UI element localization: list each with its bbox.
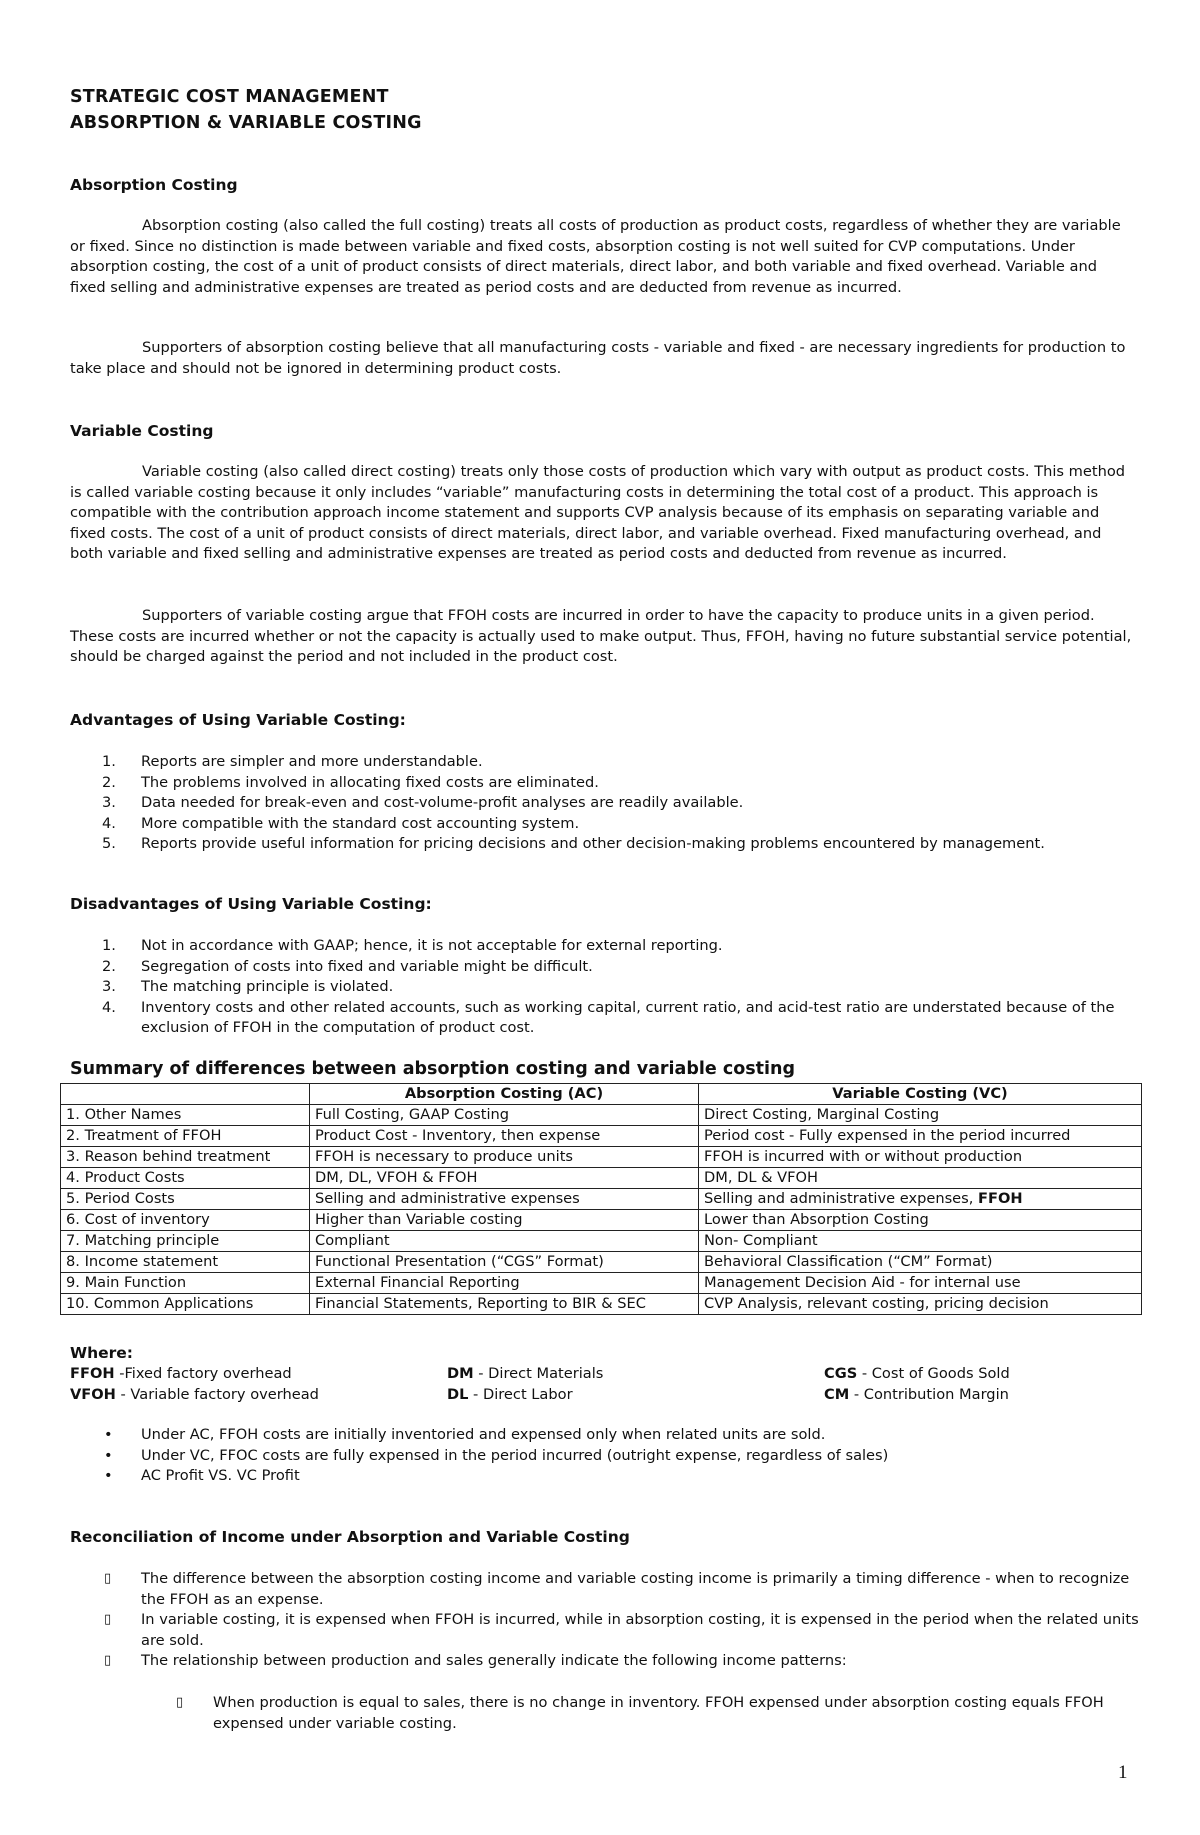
reconciliation-list [70, 1569, 1140, 1672]
row-label: 10. Common Applications [61, 1294, 310, 1315]
ac-cell: External Financial Reporting [310, 1273, 699, 1294]
list-item [70, 814, 1140, 835]
row-label: 1. Other Names [61, 1105, 310, 1126]
table-row [61, 1273, 1142, 1294]
list-number: 4. [102, 998, 116, 1016]
abbreviation-term: CGS [824, 1365, 858, 1382]
list-item [70, 1610, 1140, 1651]
header-cell-empty [61, 1084, 310, 1105]
abbreviation-definition: -Fixed factory overhead [114, 1365, 292, 1382]
variable-costing-heading: Variable Costing [70, 422, 214, 440]
ac-cell: Selling and administrative expenses [310, 1189, 699, 1210]
list-item-text: Inventory costs and other related accounts, such as working capital, current ratio, and acid-test ratio are understated because of the exclusion of FFOH in the computation of product cost. [141, 998, 1115, 1037]
document-title [70, 84, 422, 136]
table-row [61, 1210, 1142, 1231]
vc-cell: Behavioral Classification (“CM” Format) [699, 1252, 1142, 1273]
list-item-text: More compatible with the standard cost accounting system. [141, 814, 580, 832]
list-number: 2. [102, 773, 116, 791]
list-item [70, 752, 1140, 773]
vc-cell: Lower than Absorption Costing [699, 1210, 1142, 1231]
summary-table [60, 1083, 1142, 1315]
row-label: 4. Product Costs [61, 1168, 310, 1189]
list-item-text: The problems involved in allocating fixed costs are eliminated. [141, 773, 599, 791]
row-label: 3. Reason behind treatment [61, 1147, 310, 1168]
abbreviation-cgs [824, 1364, 1010, 1385]
abbreviation-dl [447, 1385, 573, 1406]
bullet-icon: • [104, 1467, 113, 1485]
list-item [70, 957, 1140, 978]
square-bullet-icon: ▯ [104, 1571, 112, 1586]
abbreviation-term: VFOH [70, 1386, 116, 1403]
square-bullet-icon: ▯ [176, 1695, 184, 1710]
reconciliation-sub-list [142, 1693, 1142, 1734]
abbreviation-definition: - Cost of Goods Sold [857, 1365, 1010, 1382]
abbreviation-term: FFOH [70, 1365, 115, 1382]
variable-paragraph-1: Variable costing (also called direct costing) treats only those costs of production which vary with output as product costs. This method is called variable costing because it only includes “variable” manufacturing costs in determining the total cost of a product. This approach is compatible with the contribution approach income statement and supports CVP analysis because of its emphasis on separating variable and fixed costs. The cost of a unit of product consists of direct materials, direct labor, and variable overhead. Fixed manufacturing overhead, and both variable and fixed selling and administrative expenses are treated as period costs and deducted from revenue as incurred. [70, 463, 1126, 563]
list-item [70, 998, 1140, 1039]
ac-vc-bullet-list [70, 1425, 1140, 1487]
list-item [70, 793, 1140, 814]
where-heading: Where: [70, 1344, 133, 1362]
list-item-text: When production is equal to sales, there is no change in inventory. FFOH expensed under absorption costing equals FFOH expensed under variable costing. [213, 1694, 1104, 1732]
list-number: 1. [102, 937, 116, 954]
list-number: 1. [102, 753, 116, 770]
table-row [61, 1252, 1142, 1273]
list-item [70, 773, 1140, 794]
list-item-text: Under AC, FFOH costs are initially inventoried and expensed only when related units are sold. [141, 1426, 826, 1443]
abbreviation-definition: - Contribution Margin [849, 1386, 1009, 1403]
abbreviation-dm [447, 1364, 603, 1385]
bullet-icon: • [104, 1426, 113, 1443]
list-number: 2. [102, 957, 116, 975]
variable-paragraph-2: Supporters of variable costing argue that FFOH costs are incurred in order to have the capacity to produce units in a given period. These costs are incurred whether or not the capacity is actually used to make output. Thus, FFOH, having no future substantial service potential, should be charged against the period and not included in the product cost. [70, 607, 1132, 666]
abbreviation-cm [824, 1385, 1009, 1406]
ac-cell: Financial Statements, Reporting to BIR & SEC [310, 1294, 699, 1315]
vc-cell: Direct Costing, Marginal Costing [699, 1105, 1142, 1126]
list-item [70, 1569, 1140, 1610]
row-label: 6. Cost of inventory [61, 1210, 310, 1231]
list-item-text: The relationship between production and sales generally indicate the following income patterns: [141, 1652, 847, 1670]
header-cell-ac: Absorption Costing (AC) [310, 1084, 699, 1105]
summary-title: Summary of differences between absorption costing and variable costing [70, 1059, 796, 1079]
vc-cell: Period cost - Fully expensed in the period incurred [699, 1126, 1142, 1147]
advantages-list [70, 752, 1140, 855]
square-bullet-icon: ▯ [104, 1612, 112, 1628]
row-label: 2. Treatment of FFOH [61, 1126, 310, 1147]
list-item-text: Under VC, FFOC costs are fully expensed in the period incurred (outright expense, regardless of sales) [141, 1446, 889, 1464]
title-line-1: STRATEGIC COST MANAGEMENT [70, 87, 389, 107]
ac-cell: DM, DL, VFOH & FFOH [310, 1168, 699, 1189]
list-item-text: The difference between the absorption costing income and variable costing income is primarily a timing difference - when to recognize the FFOH as an expense. [141, 1570, 1130, 1608]
vc-cell: Non- Compliant [699, 1231, 1142, 1252]
table-row [61, 1126, 1142, 1147]
abbreviation-term: CM [824, 1386, 850, 1403]
disadvantages-heading: Disadvantages of Using Variable Costing: [70, 895, 432, 913]
title-line-2: ABSORPTION & VARIABLE COSTING [70, 113, 422, 133]
list-item-text: Reports are simpler and more understandable. [141, 753, 483, 770]
abbreviation-vfoh [70, 1385, 319, 1406]
vc-cell-bold: FFOH [978, 1190, 1023, 1207]
abbreviation-ffoh [70, 1364, 292, 1385]
list-number: 3. [102, 978, 116, 996]
vc-cell: FFOH is incurred with or without production [699, 1147, 1142, 1168]
list-item-text: Data needed for break-even and cost-volume-profit analyses are readily available. [141, 794, 744, 812]
abbreviation-term: DM [447, 1365, 474, 1382]
table-row [61, 1231, 1142, 1252]
row-label: 9. Main Function [61, 1273, 310, 1294]
table-row [61, 1147, 1142, 1168]
bullet-icon: • [104, 1446, 113, 1464]
vc-cell [699, 1189, 1142, 1210]
ac-cell: Full Costing, GAAP Costing [310, 1105, 699, 1126]
abbreviation-definition: - Variable factory overhead [115, 1386, 319, 1403]
vc-cell: CVP Analysis, relevant costing, pricing decision [699, 1294, 1142, 1315]
list-number: 3. [102, 794, 116, 812]
list-item [70, 977, 1140, 998]
abbreviation-definition: - Direct Labor [468, 1386, 573, 1403]
abbreviation-definition: - Direct Materials [473, 1365, 604, 1382]
vc-cell-text: Selling and administrative expenses, [704, 1190, 979, 1207]
header-cell-vc: Variable Costing (VC) [699, 1084, 1142, 1105]
ac-cell: Higher than Variable costing [310, 1210, 699, 1231]
square-bullet-icon: ▯ [104, 1653, 112, 1669]
row-label: 7. Matching principle [61, 1231, 310, 1252]
table-row [61, 1105, 1142, 1126]
absorption-costing-heading: Absorption Costing [70, 176, 238, 194]
table-row [61, 1189, 1142, 1210]
absorption-paragraph-2: Supporters of absorption costing believe that all manufacturing costs - variable and fixed - are necessary ingredients for production to take place and should not be ignored in determining product costs. [70, 339, 1126, 377]
ac-cell: FFOH is necessary to produce units [310, 1147, 699, 1168]
list-item [70, 1446, 1140, 1467]
list-item-text: In variable costing, it is expensed when FFOH is incurred, while in absorption costing, it is expensed in the period when the related units are sold. [141, 1611, 1139, 1649]
list-number: 4. [102, 814, 116, 832]
row-label: 8. Income statement [61, 1252, 310, 1273]
advantages-heading: Advantages of Using Variable Costing: [70, 711, 406, 729]
table-row [61, 1294, 1142, 1315]
absorption-paragraph-1: Absorption costing (also called the full costing) treats all costs of production as product costs, regardless of whether they are variable or fixed. Since no distinction is made between variable and fixed costs, absorption costing is not well suited for CVP computations. Under absorption costing, the cost of a unit of product consists of direct materials, direct labor, and both variable and fixed overhead. Variable and fixed selling and administrative expenses are treated as period costs and are deducted from revenue as incurred. [70, 217, 1121, 296]
list-item-text: Reports provide useful information for pricing decisions and other decision-making problems encountered by management. [141, 835, 1045, 853]
list-item-text: Not in accordance with GAAP; hence, it is not acceptable for external reporting. [141, 937, 723, 954]
ac-cell: Compliant [310, 1231, 699, 1252]
vc-cell: DM, DL & VFOH [699, 1168, 1142, 1189]
list-item-text: Segregation of costs into fixed and variable might be difficult. [141, 957, 593, 975]
disadvantages-list [70, 936, 1140, 1039]
list-item-text: AC Profit VS. VC Profit [141, 1467, 300, 1485]
vc-cell: Management Decision Aid - for internal use [699, 1273, 1142, 1294]
page-number: 1 [1118, 1762, 1128, 1783]
ac-cell: Product Cost - Inventory, then expense [310, 1126, 699, 1147]
list-item-text: The matching principle is violated. [141, 978, 394, 996]
list-item [70, 1466, 1140, 1487]
list-item [142, 1693, 1142, 1734]
list-number: 5. [102, 835, 116, 853]
list-item [70, 1425, 1140, 1446]
row-label: 5. Period Costs [61, 1189, 310, 1210]
reconciliation-heading: Reconciliation of Income under Absorption and Variable Costing [70, 1528, 630, 1546]
abbreviation-term: DL [447, 1386, 469, 1403]
list-item [70, 936, 1140, 957]
table-row [61, 1168, 1142, 1189]
ac-cell: Functional Presentation (“CGS” Format) [310, 1252, 699, 1273]
list-item [70, 834, 1140, 855]
table-header-row [61, 1084, 1142, 1105]
list-item [70, 1651, 1140, 1672]
